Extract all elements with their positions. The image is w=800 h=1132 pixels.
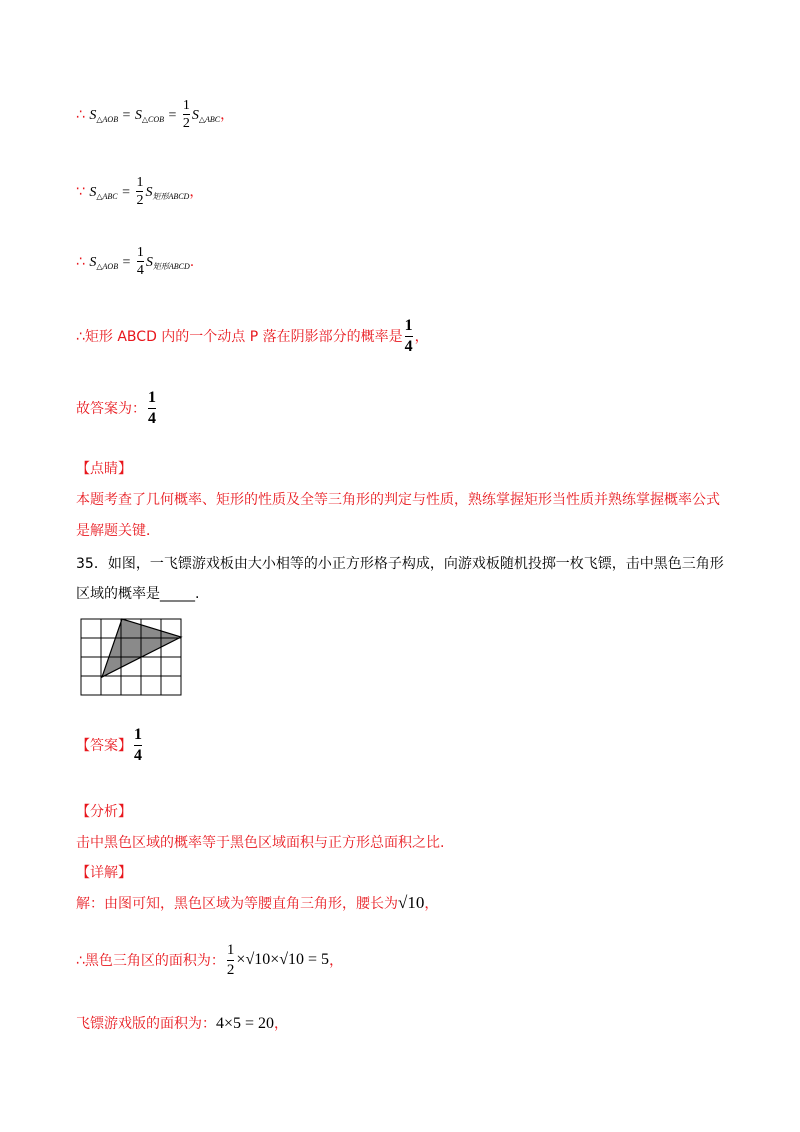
probability-conclusion: ∴矩形 ABCD 内的一个动点 P 落在阴影部分的概率是 $\frac{1}{4}$ ， — [76, 317, 429, 355]
fraction-one-half: $\frac{1}{2}$ — [226, 942, 235, 978]
solution-line-2: ∵ $S_{\triangle ABC}$ = $\frac{1}{2}$ $S_{矩形ABCD}$， — [76, 175, 204, 209]
fraction-one-quarter: $\frac{1}{4}$ — [148, 389, 156, 427]
fraction-one-half: $\frac{1}{2}$ — [182, 98, 190, 132]
fraction-one-quarter: $\frac{1}{4}$ — [136, 245, 144, 279]
question-35-text: 35．如图，一飞镖游戏板由大小相等的小正方形格子构成，向游戏板随机投掷一枚飞镖，击中黑色三角形 — [76, 556, 724, 572]
fraction-one-half: $\frac{1}{2}$ — [136, 175, 144, 209]
dartboard-grid-figure — [76, 614, 186, 698]
comment-body-2: 是解题关键． — [76, 523, 160, 539]
answer-row — [76, 726, 144, 764]
solution-line-1: ∴ $S_{\triangle AOB} = S_{\triangle COB}$ = $\frac{1}{2}$ $S_{\triangle ABC}$， — [76, 98, 235, 132]
detail-line-3: 飞镖游戏版的面积为：4×5 = 20， — [76, 1015, 289, 1032]
detail-heading: 【详解】 — [76, 865, 132, 881]
therefore-symbol: ∴ — [76, 253, 85, 270]
answer-summary: 故答案为： $\frac{1}{4}$ — [76, 389, 156, 427]
question-35-line2: 区域的概率是_____. — [76, 586, 200, 602]
because-symbol: ∵ — [76, 183, 85, 200]
fraction-one-quarter: $\frac{1}{4}$ — [404, 317, 413, 355]
comment-body-1: 本题考查了几何概率、矩形的性质及全等三角形的判定与性质，熟练掌握矩形当性质并熟练掌握概率公式 — [76, 492, 720, 508]
answer-label: 【答案】 — [76, 738, 132, 755]
detail-line-1: 解：由图可知，黑色区域为等腰直角三角形，腰长为√10， — [76, 893, 439, 912]
detail-line-2: ∴黑色三角区的面积为： $\frac{1}{2}$ ×√10×√10 = 5， — [76, 942, 344, 978]
solution-line-3: ∴ $S_{\triangle AOB}$ = $\frac{1}{4}$ $S_{矩形ABCD}$. — [76, 245, 195, 279]
analysis-body: 击中黑色区域的概率等于黑色区域面积与正方形总面积之比. — [76, 835, 445, 851]
comment-heading: 【点睛】 — [76, 461, 132, 477]
analysis-heading: 【分析】 — [76, 804, 132, 820]
answer-fraction: $\frac{1}{4}$ — [134, 726, 142, 764]
therefore-symbol: ∴ — [76, 106, 85, 123]
